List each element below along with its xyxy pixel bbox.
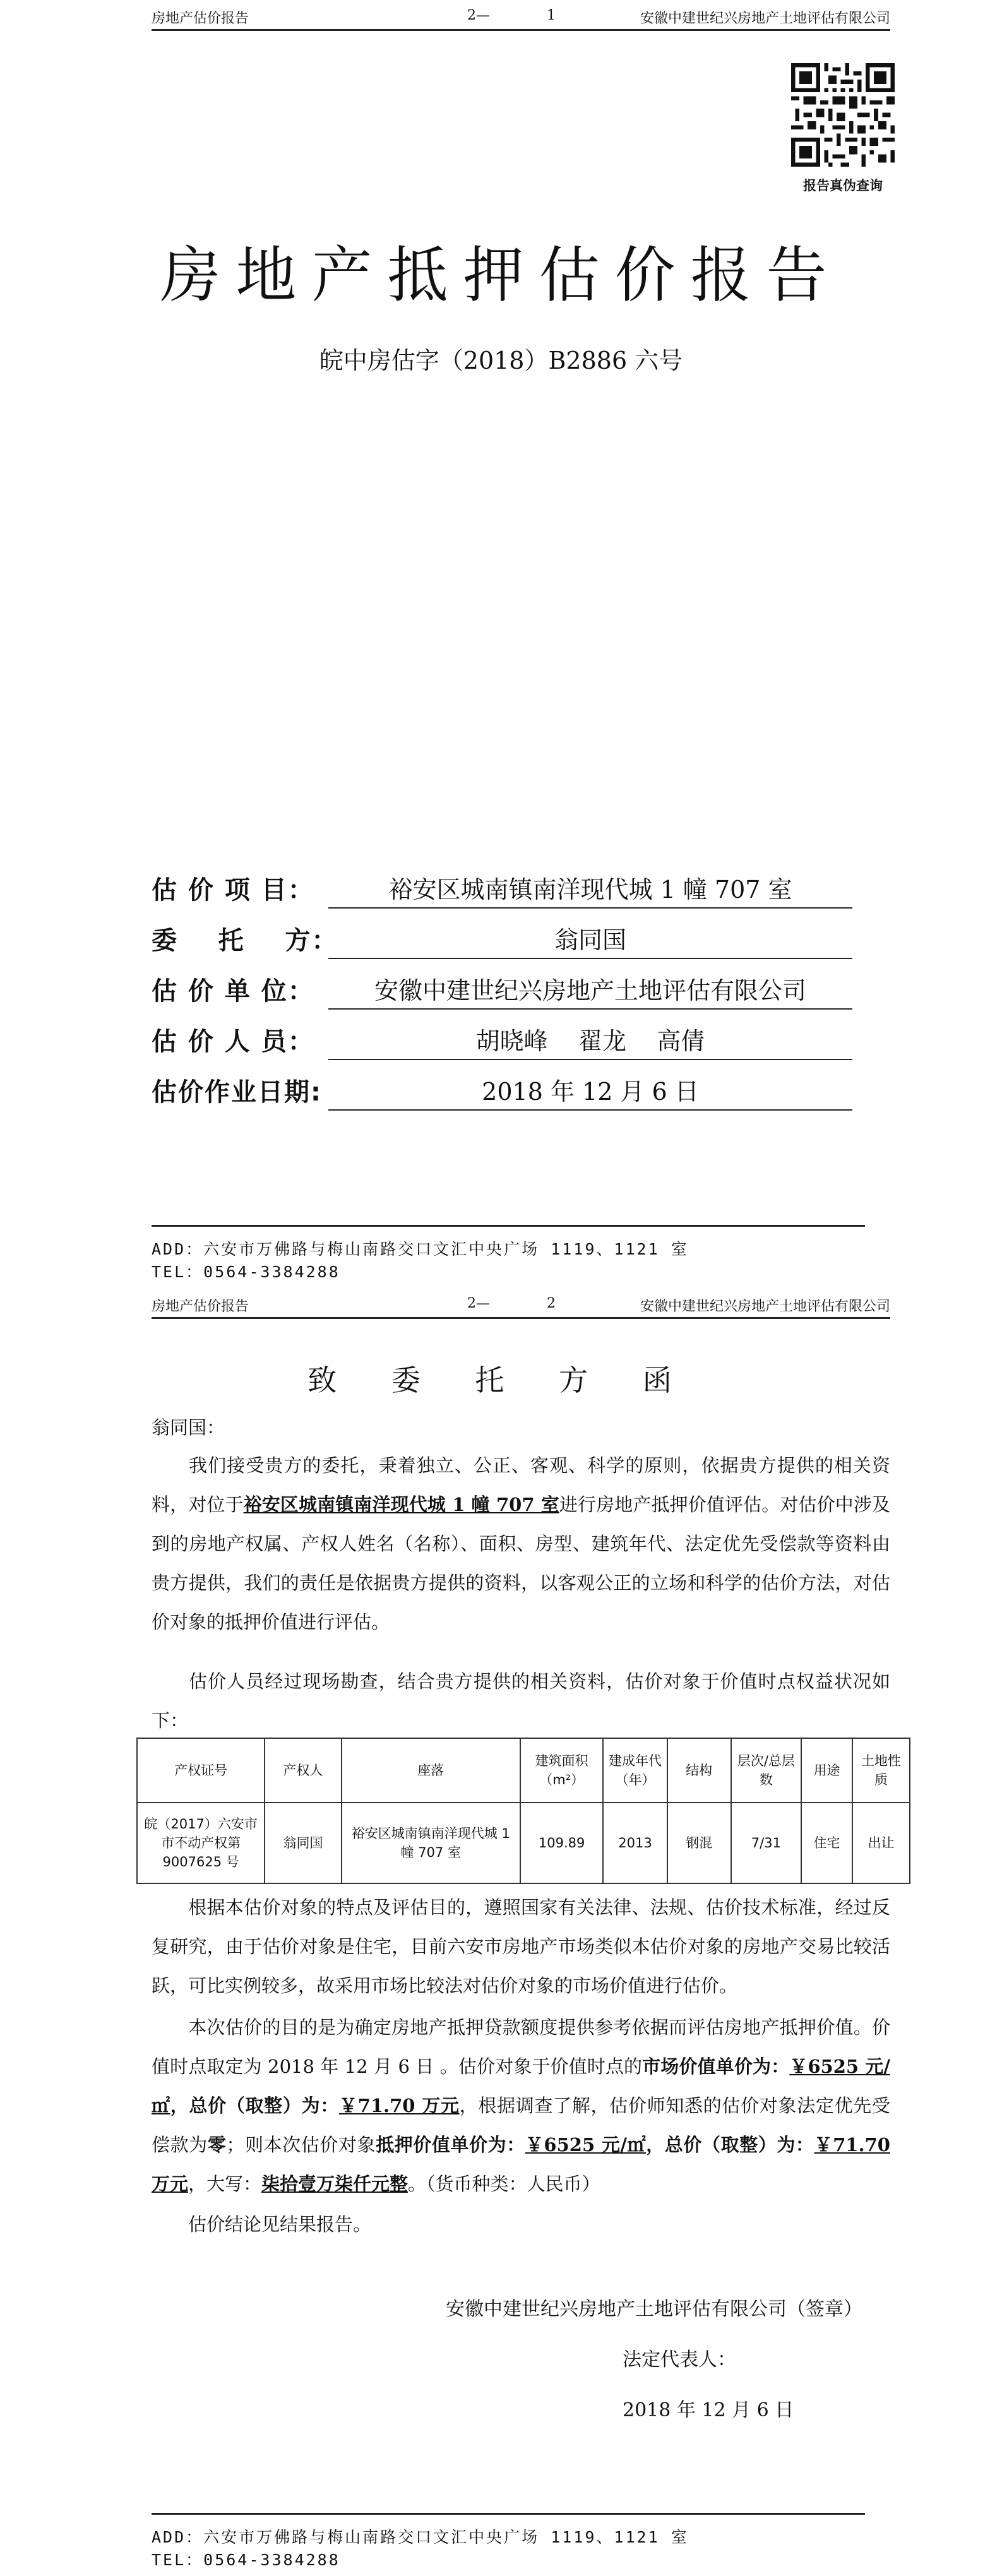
letter-paragraph-3: 根据本估价对象的特点及评估目的，遵照国家有关法律、法规、估价技术标准，经过反复研究，由于估价对象是住宅，目前六安市房地产市场类似本估价对象的房地产交易比较活跃，可比实例较多，故采用市场比较法对估价对象的市场价值进行估价。	[152, 1897, 890, 1996]
market-total-price: ￥71.70 万元	[338, 2095, 460, 2116]
info-value: 2018 年 12 月 6 日	[328, 1072, 852, 1111]
letter-paragraph-1: 我们接受贵方的委托，秉着独立、公正、客观、科学的原则，依据贵方提供的相关资料，对位于裕安区城南镇南洋现代城 1 幢 707 室进行房地产抵押价值评估。对估价中涉及到的房地产权属、产权人姓名（名称）、面积、房型、建筑年代、法定优先受偿款等资料由贵方提供，我们的责任是依据贵方提供的资料，以客观公正的立场和科学的估价方法，对估价对象的抵押价值进行评估。	[152, 1455, 890, 1633]
signature-date: 2018 年 12 月 6 日	[623, 2399, 794, 2421]
report-title: 房地产抵押估价报告	[160, 240, 842, 311]
property-address: 裕安区城南镇南洋现代城 1 幢 707 室	[243, 1494, 559, 1515]
info-value: 翁同国	[328, 921, 852, 959]
footer-address: ADD：六安市万佛路与梅山南路交口文汇中央广场 1119、1121 室	[152, 1240, 689, 1258]
footer-tel: TEL：0564-3384288	[152, 2551, 340, 2569]
signature-legal-rep: 法定代表人：	[623, 2349, 736, 2371]
qr-code[interactable]	[791, 63, 895, 167]
table-header-cell: 产权证号	[137, 1738, 265, 1803]
info-label: 估 价 项 目：	[152, 876, 314, 905]
footer-tel: TEL：0564-3384288	[152, 1263, 340, 1281]
header-page-number: 2— 1	[467, 8, 556, 23]
table-cell: 7/31	[731, 1803, 801, 1883]
header-company: 安徽中建世纪兴房地产土地评估有限公司	[640, 1299, 890, 1315]
report-number: 皖中房估字（2018）B2886 六号	[319, 347, 683, 374]
table-header-cell: 用途	[801, 1738, 852, 1803]
table-header-cell: 结构	[667, 1738, 731, 1803]
header-page-number: 2— 2	[467, 1296, 556, 1311]
table-cell: 皖（2017）六安市市不动产权第 9007625 号	[137, 1803, 265, 1883]
header-company: 安徽中建世纪兴房地产土地评估有限公司	[640, 11, 890, 27]
page-header	[152, 1293, 890, 1319]
letter-paragraph-4: 本次估价的目的是为确定房地产抵押贷款额度提供参考依据而评估房地产抵押价值。价值时点取定为 2018 年 12 月 6 日 。估价对象于价值时点的市场价值单价为：￥6525 元/㎡，总价（取整）为：￥71.70 万元，根据调查了解，估价师知悉的估价对象法定优先受偿款为零；则本次估价对象抵押价值单价为：￥6525 元/㎡，总价（取整）为：￥71.70 万元，大写：柒拾壹万柒仟元整。（货币种类：人民币）	[152, 2017, 890, 2195]
table-header-cell: 建成年代（年）	[603, 1738, 667, 1803]
table-header-cell: 土地性质	[852, 1738, 910, 1803]
mortgage-unit-price: ￥6525 元/㎡	[525, 2134, 647, 2156]
page-footer	[152, 2513, 865, 2572]
qr-label: 报告真伪查询	[803, 177, 883, 193]
salutation: 翁同国：	[152, 1417, 225, 1438]
info-value: 裕安区城南镇南洋现代城 1 幢 707 室	[328, 870, 852, 909]
table-cell: 裕安区城南镇南洋现代城 1 幢 707 室	[342, 1803, 520, 1883]
table-cell: 2013	[603, 1803, 667, 1883]
table-row	[137, 1803, 910, 1883]
info-label: 估 价 人 员：	[152, 1027, 314, 1056]
letter-title: 致 委 托 方 函	[307, 1363, 695, 1397]
info-label: 委 托 方：	[152, 926, 338, 955]
info-value: 胡晓峰 翟龙 高倩	[328, 1022, 852, 1060]
table-cell: 出让	[852, 1803, 910, 1883]
table-header-cell: 建筑面积（m²）	[520, 1738, 604, 1803]
info-label: 估 价 单 位：	[152, 977, 314, 1006]
page-header	[152, 5, 890, 31]
table-cell: 钢混	[667, 1803, 731, 1883]
table-header-row	[137, 1738, 910, 1803]
table-cell: 109.89	[520, 1803, 604, 1883]
letter-paragraph-5: 估价结论见结果报告。	[188, 2214, 372, 2235]
signature-company: 安徽中建世纪兴房地产土地评估有限公司（签章）	[446, 2298, 862, 2320]
letter-paragraph-2: 估价人员经过现场勘查，结合贵方提供的相关资料，估价对象于价值时点权益状况如下：	[152, 1671, 890, 1731]
header-left: 房地产估价报告	[152, 1299, 249, 1315]
info-label: 估价作业日期:	[152, 1078, 322, 1107]
table-header-cell: 座落	[342, 1738, 520, 1803]
table-cell: 翁同国	[265, 1803, 341, 1883]
market-unit-price: ￥6525 元/㎡	[152, 2056, 890, 2116]
property-table	[136, 1738, 910, 1884]
amount-in-words: 柒拾壹万柒仟元整	[261, 2173, 409, 2195]
info-value: 安徽中建世纪兴房地产土地评估有限公司	[328, 971, 852, 1010]
table-header-cell: 产权人	[265, 1738, 341, 1803]
table-cell: 住宅	[801, 1803, 852, 1883]
page-footer	[152, 1225, 865, 1284]
footer-address: ADD：六安市万佛路与梅山南路交口文汇中央广场 1119、1121 室	[152, 2528, 689, 2546]
table-header-cell: 层次/总层数	[731, 1738, 801, 1803]
mortgage-total-price: ￥71.70 万元	[152, 2134, 890, 2195]
header-left: 房地产估价报告	[152, 11, 249, 27]
